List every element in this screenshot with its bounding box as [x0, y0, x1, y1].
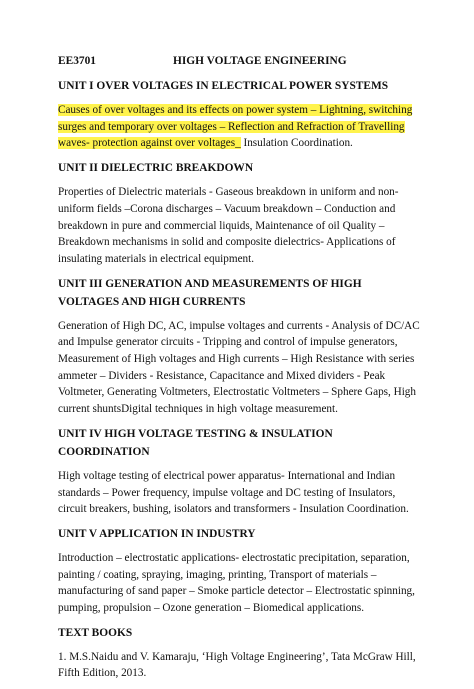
unit-2-text: Properties of Dielectric materials - Gaseous breakdown in uniform and non-uniform fields –Corona discharges – Vacuum breakdown – Conduction and breakdown in pure and commercial liquids, Maintenance of oil Quality – Breakdown mechanisms in solid and composite dielectrics- Applications of insulating materials in electrical equipment.	[58, 186, 399, 265]
unit-3-title: UNIT III GENERATION AND MEASUREMENTS OF HIGH VOLTAGES AND HIGH CURRENTS	[58, 277, 362, 308]
unit-5-title: UNIT V APPLICATION IN INDUSTRY	[58, 527, 256, 540]
syllabus-page	[58, 52, 420, 689]
highlighted-text: Causes of over voltages and its effects on power system – Lightning, switching surges and temporary over voltages – Reflection and Refraction of Travelling waves- protection against over voltages_	[58, 104, 413, 150]
course-code: EE3701	[58, 55, 96, 67]
unit-5-text: Introduction – electrostatic applications- electrostatic precipitation, separation, painting / coating, spraying, imaging, printing, Transport of materials – manufacturing of sand paper – Smoke particle detector – Electrostatic spinning, pumping, propulsion – Ozone generation – Biomedical applications.	[58, 551, 415, 615]
course-title: HIGH VOLTAGE ENGINEERING	[173, 55, 347, 67]
unit-2-title: UNIT II DIELECTRIC BREAKDOWN	[58, 162, 254, 175]
unit-3-text: Generation of High DC, AC, impulse voltages and currents - Analysis of DC/AC and Impulse generator circuits - Tripping and control of impulse generators, Measurement of High voltages and High currents – High Resistance with series ammeter – Dividers - Resistance, Capacitance and Mixed dividers - Peak Voltmeter, Generating Voltmeters, Electrostatic Voltmeters – Sphere Gaps, High current shuntsDigital techniques in high voltage measurement.	[58, 319, 420, 416]
document-header	[58, 52, 420, 70]
unit-1-plain-text: Insulation Coordination.	[240, 137, 353, 150]
text-book-item: 1. M.S.Naidu and V. Kamaraju, ‘High Voltage Engineering’, Tata McGraw Hill, Fifth Edition, 2013.	[58, 650, 416, 680]
unit-1-title: UNIT I OVER VOLTAGES IN ELECTRICAL POWER SYSTEMS	[58, 80, 389, 92]
unit-4-title: UNIT IV HIGH VOLTAGE TESTING & INSULATION COORDINATION	[58, 427, 333, 458]
unit-4-text: High voltage testing of electrical power apparatus- International and Indian standards – Power frequency, impulse voltage and DC testing of Insulators, circuit breakers, bushing, isolators and transformers - Insulation Coordination.	[58, 469, 409, 516]
text-books-title: TEXT BOOKS	[58, 626, 133, 639]
unit-1-text	[58, 102, 420, 152]
